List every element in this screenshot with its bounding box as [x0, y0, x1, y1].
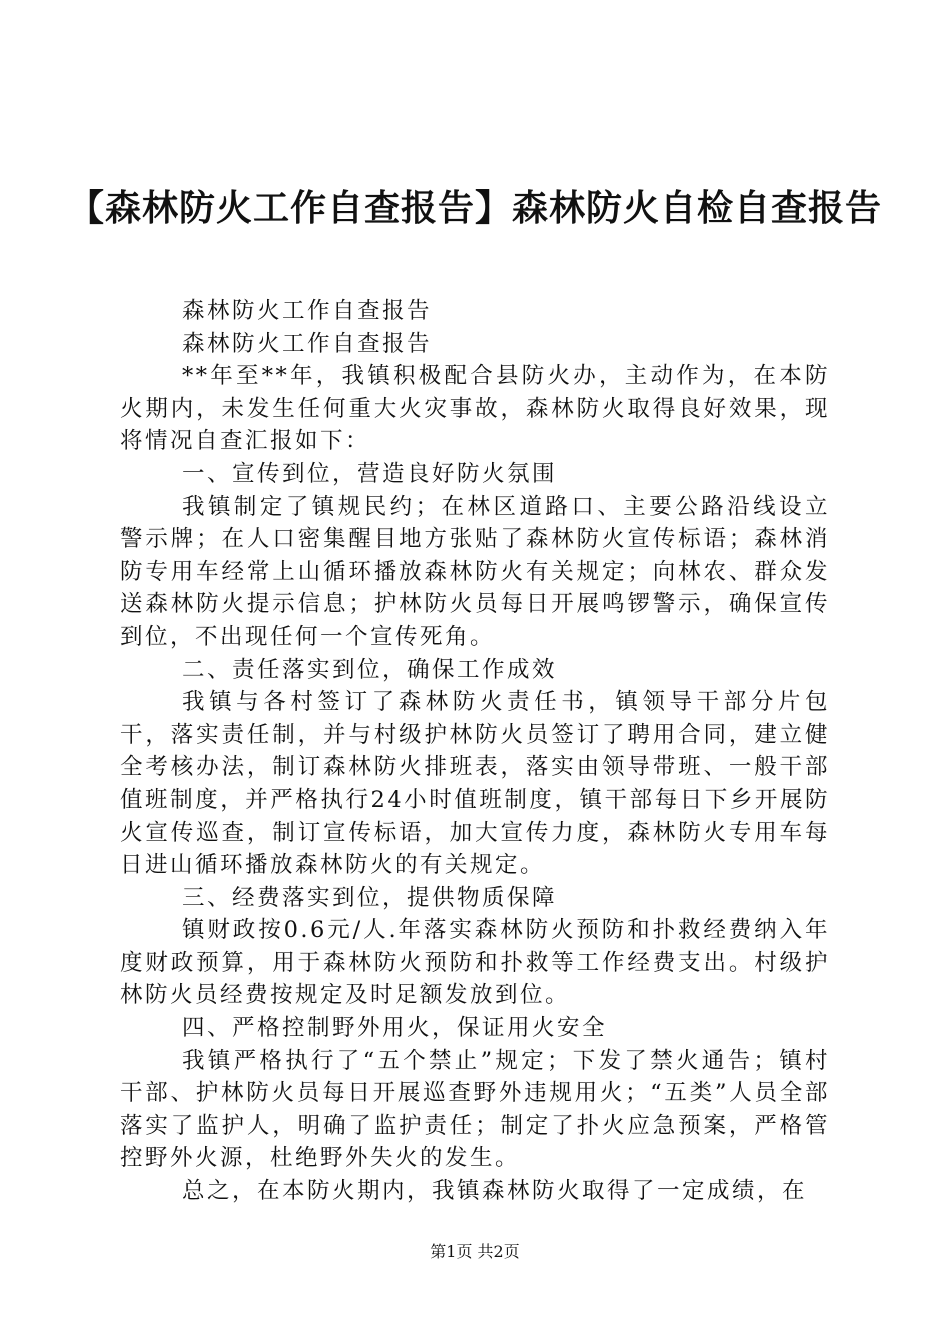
- document-title: 【森林防火工作自查报告】森林防火自检自查报告: [67, 188, 882, 229]
- section-heading: 一、宣传到位，营造良好防火氛围: [182, 460, 558, 487]
- paragraph: 我镇制定了镇规民约；在林区道路口、主要公路沿线设立警示牌；在人口密集醒目地方张贴了森林防火宣传标语；森林消防专用车经常上山循环播放森林防火有关规定；向林农、群众发送森林防火提示信息；护林防火员每日开展鸣锣警示，确保宣传到位，不出现任何一个宣传死角。: [120, 493, 830, 650]
- page-number-footer: 第1页 共2页: [430, 1242, 520, 1261]
- paragraph: 森林防火工作自查报告: [182, 330, 433, 357]
- paragraph: 我镇严格执行了“五个禁止”规定；下发了禁火通告；镇村干部、护林防火员每日开展巡查野外违规用火；“五类”人员全部落实了监护人，明确了监护责任；制定了扑火应急预案，严格管控野外火源，杜绝野外失火的发生。: [120, 1047, 830, 1172]
- paragraph: **年至**年，我镇积极配合县防火办，主动作为，在本防火期内，未发生任何重大火灾事故，森林防火取得良好效果，现将情况自查汇报如下：: [120, 363, 830, 455]
- section-heading: 二、责任落实到位，确保工作成效: [182, 656, 558, 683]
- section-heading: 三、经费落实到位，提供物质保障: [182, 884, 558, 911]
- paragraph: 我镇与各村签订了森林防火责任书，镇领导干部分片包干，落实责任制，并与村级护林防火员签订了聘用合同，建立健全考核办法，制订森林防火排班表，落实由领导带班、一般干部值班制度，并严格执行24小时值班制度，镇干部每日下乡开展防火宣传巡查，制订宣传标语，加大宣传力度，森林防火专用车每日进山循环播放森林防火的有关规定。: [120, 689, 830, 879]
- paragraph: 森林防火工作自查报告: [182, 298, 433, 324]
- document-body: [120, 295, 830, 1208]
- paragraph: 总之，在本防火期内，我镇森林防火取得了一定成绩，在: [182, 1178, 808, 1205]
- paragraph: 镇财政按0.6元/人.年落实森林防火预防和扑救经费纳入年度财政预算，用于森林防火预防和扑救等工作经费支出。村级护林防火员经费按规定及时足额发放到位。: [120, 917, 830, 1009]
- section-heading: 四、严格控制野外用火，保证用火安全: [182, 1015, 608, 1042]
